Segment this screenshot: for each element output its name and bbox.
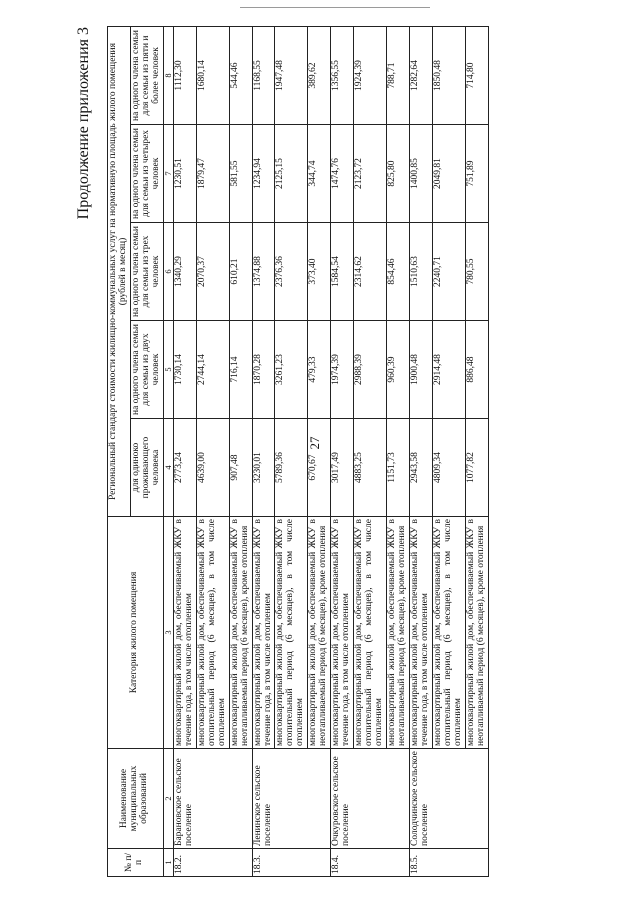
housing-category: многоквартирный жилой дом, обеспечиваемый ЖКУ в неотапливаемый период (6 месяцев), кроме отопления [308, 517, 331, 749]
header-family-two: на одного члена семьи для семьи из двух человек [130, 321, 163, 419]
cost-value: 389,62 [308, 26, 331, 124]
cost-value: 1584,54 [331, 223, 354, 321]
cost-value: 3261,23 [275, 321, 308, 419]
cost-value: 3230,01 [252, 419, 275, 517]
column-index-row [163, 26, 173, 876]
housing-category: многоквартирный жилой дом, обеспечиваемый ЖКУ в течение года, в том числе отоплением [331, 517, 354, 749]
cost-value: 1112,30 [173, 26, 196, 124]
header-single: для одиноко проживающего человека [130, 419, 163, 517]
cost-value: 5789,36 [275, 419, 308, 517]
cost-value: 1077,82 [465, 419, 488, 517]
cost-value: 1850,48 [433, 26, 466, 124]
municipality-name: Очкуровское сельское поселение [331, 749, 410, 849]
cost-value: 1474,76 [331, 125, 354, 223]
cost-value: 2914,48 [433, 321, 466, 419]
table-row [252, 26, 275, 876]
appendix-subtitle: Продолжение приложения 3 [75, 27, 92, 220]
cost-value: 610,21 [229, 223, 252, 321]
housing-category: многоквартирный жилой дом, обеспечиваемый ЖКУ в неотапливаемый период (6 месяцев), кроме отопления [229, 517, 252, 749]
header-family-three: на одного члена семьи для семьи из трех человек [130, 223, 163, 321]
cost-value: 716,14 [229, 321, 252, 419]
housing-category: многоквартирный жилой дом, обеспечиваемый ЖКУ в отопительный период (6 месяцев), в том числе отоплением [354, 517, 387, 749]
header-category: Категория жилого помещения [108, 517, 164, 749]
cost-value: 2744,14 [196, 321, 229, 419]
table-body [173, 26, 488, 876]
housing-cost-table [107, 26, 489, 877]
cost-value: 479,33 [308, 321, 331, 419]
cost-value: 544,46 [229, 26, 252, 124]
cost-value: 714,80 [465, 26, 488, 124]
column-index: 3 [163, 517, 173, 749]
cost-value: 4809,34 [433, 419, 466, 517]
housing-category: многоквартирный жилой дом, обеспечиваемый ЖКУ в неотапливаемый период (6 месяцев), кроме отопления [387, 517, 410, 749]
cost-value: 1234,94 [252, 125, 275, 223]
cost-value: 1340,29 [173, 223, 196, 321]
cost-value: 2943,58 [410, 419, 433, 517]
cost-value: 2125,15 [275, 125, 308, 223]
cost-value: 1879,47 [196, 125, 229, 223]
cost-value: 788,71 [387, 26, 410, 124]
municipality-name: Солодчинское сельское поселение [410, 749, 489, 849]
cost-value: 2123,72 [354, 125, 387, 223]
header-standard-group: Региональный стандарт стоимости жилищно-коммунальных услуг на нормативную площадь жилого помещения (рублей в месяц) [108, 26, 131, 516]
cost-value: 2376,36 [275, 223, 308, 321]
column-index: 2 [163, 749, 173, 849]
cost-value: 1730,14 [173, 321, 196, 419]
municipality-name: Барановское сельское поселение [173, 749, 252, 849]
row-number: 18.5. [410, 849, 489, 877]
column-index: 4 [163, 419, 173, 517]
housing-category: многоквартирный жилой дом, обеспечиваемый ЖКУ в отопительный период (6 месяцев), в том числе отоплением [196, 517, 229, 749]
cost-value: 1870,28 [252, 321, 275, 419]
cost-value: 1374,88 [252, 223, 275, 321]
cost-value: 2049,81 [433, 125, 466, 223]
column-index: 1 [163, 849, 173, 877]
cost-value: 854,46 [387, 223, 410, 321]
row-number: 18.2. [173, 849, 252, 877]
cost-value: 1282,64 [410, 26, 433, 124]
cost-value: 960,39 [387, 321, 410, 419]
row-number: 18.3. [252, 849, 331, 877]
cost-value: 670,67 [308, 419, 331, 517]
cost-value: 751,89 [465, 125, 488, 223]
cost-value: 886,48 [465, 321, 488, 419]
rotated-page-content [75, 27, 565, 877]
cost-value: 907,48 [229, 419, 252, 517]
housing-category: многоквартирный жилой дом, обеспечиваемый ЖКУ в неотапливаемый период (6 месяцев), кроме отопления [465, 517, 488, 749]
cost-value: 780,55 [465, 223, 488, 321]
column-index: 7 [163, 125, 173, 223]
top-rule [240, 7, 430, 8]
cost-value: 344,74 [308, 125, 331, 223]
table-row [331, 26, 354, 876]
housing-category: многоквартирный жилой дом, обеспечиваемый ЖКУ в течение года, в том числе отоплением [410, 517, 433, 749]
cost-value: 2314,62 [354, 223, 387, 321]
header-family-five: на одного члена семьи для семьи из пяти и более человек [130, 26, 163, 124]
cost-value: 3017,49 [331, 419, 354, 517]
cost-value: 581,55 [229, 125, 252, 223]
municipality-name: Ленинское сельское поселение [252, 749, 331, 849]
cost-value: 1151,73 [387, 419, 410, 517]
housing-category: многоквартирный жилой дом, обеспечиваемый ЖКУ в отопительный период (6 месяцев), в том числе отоплением [275, 517, 308, 749]
table-row [173, 26, 196, 876]
cost-value: 1900,48 [410, 321, 433, 419]
cost-value: 2988,39 [354, 321, 387, 419]
cost-value: 2070,37 [196, 223, 229, 321]
page-number: 27 [307, 436, 322, 450]
header-num: № п/п [108, 849, 164, 877]
column-index: 8 [163, 26, 173, 124]
cost-value: 373,40 [308, 223, 331, 321]
header-family-four: на одного члена семьи для семьи из четырех человек [130, 125, 163, 223]
cost-value: 1680,14 [196, 26, 229, 124]
cost-value: 1924,39 [354, 26, 387, 124]
cost-value: 1947,48 [275, 26, 308, 124]
cost-value: 1168,55 [252, 26, 275, 124]
housing-category: многоквартирный жилой дом, обеспечиваемый ЖКУ в отопительный период (6 месяцев), в том числе отоплением [433, 517, 466, 749]
cost-value: 1400,85 [410, 125, 433, 223]
housing-category: многоквартирный жилой дом, обеспечиваемый ЖКУ в течение года, в том числе отоплением [173, 517, 196, 749]
column-index: 6 [163, 223, 173, 321]
cost-value: 1510,63 [410, 223, 433, 321]
table-row [410, 26, 433, 876]
row-number: 18.4. [331, 849, 410, 877]
cost-value: 2240,71 [433, 223, 466, 321]
cost-value: 4639,00 [196, 419, 229, 517]
cost-value: 825,80 [387, 125, 410, 223]
cost-value: 4883,25 [354, 419, 387, 517]
cost-value: 2773,24 [173, 419, 196, 517]
housing-category: многоквартирный жилой дом, обеспечиваемый ЖКУ в течение года, в том числе отоплением [252, 517, 275, 749]
header-municipality: Наименование муниципальных образований [108, 749, 164, 849]
cost-value: 1230,51 [173, 125, 196, 223]
cost-value: 1356,55 [331, 26, 354, 124]
column-index: 5 [163, 321, 173, 419]
cost-value: 1974,39 [331, 321, 354, 419]
